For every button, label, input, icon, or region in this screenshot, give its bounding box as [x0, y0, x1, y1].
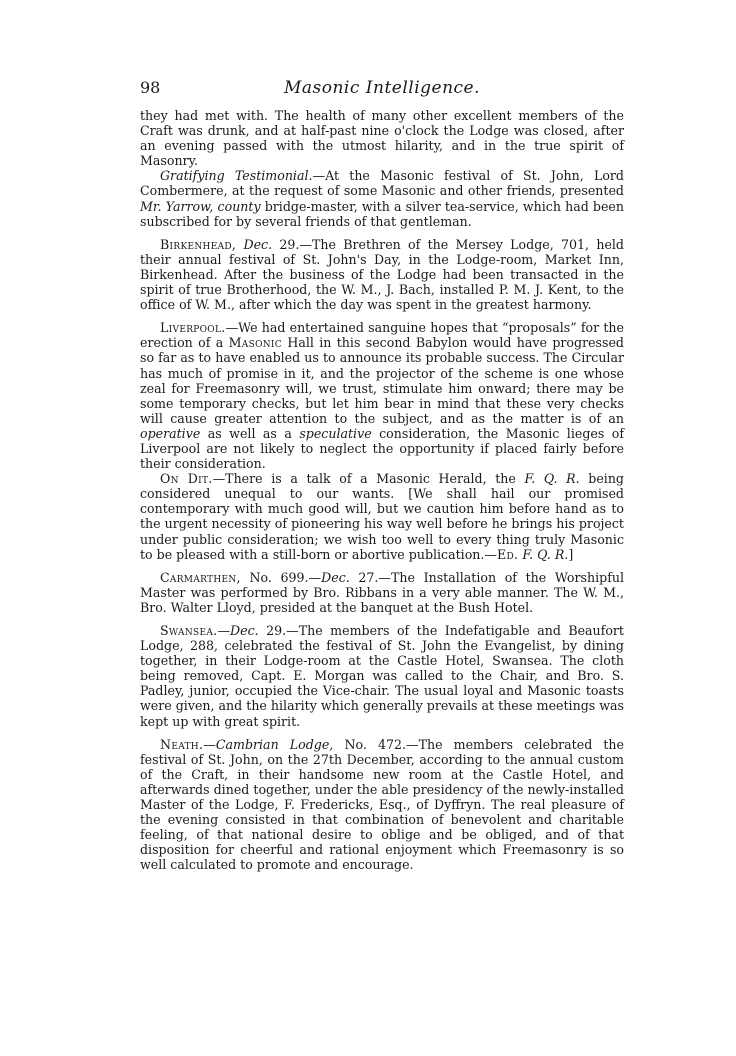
- paragraph-gratifying-testimonial: [140, 168, 624, 228]
- text-segment: Dec.: [243, 236, 273, 252]
- text-segment: they had met with. The health of many other excellent members of the Craft was drunk, and at half-past nine o'clock the Lodge was closed, after an evening passed with the utmost hilarity, and in the true spirit of Masonry.: [140, 108, 624, 169]
- text-segment: —: [203, 736, 216, 752]
- text-segment: Ed.: [497, 546, 519, 562]
- text-segment: No. 472.—The members celebrated the festival of St. John, on the 27th December, according to the annual custom of the Craft, in their handsome new room at the Castle Hotel, and afterwards dined together, under the able presidency of the newly-installed Master of the Lodge, F. Fredericks, Esq., of Dyffryn. The real pleasure of the evening consisted in that combination of benevolent and charitable feeling, of that national desire to oblige and be obliged, and of that disposition for cheerful and rational enjoyment which Freemasonry is so well calculated to promote and encourage.: [140, 736, 624, 873]
- paragraph-carmarthen: [140, 570, 624, 615]
- section-heading: Swansea.: [160, 623, 218, 638]
- text-segment: 29.—The Brethren of the Mersey Lodge, 701, held their annual festival of St. John's Day, in the Lodge-room, Market Inn, Birkenhead. After the business of the Lodge had been transacted in the spirit of true Brotherhood, the W. M., J. Bach, installed P. M. J. Kent, to the office of W. M., after which the day was spent in the greatest harmony.: [140, 236, 624, 313]
- text-segment: Masonic: [228, 335, 282, 351]
- text-segment: 27.—The Installation of the Worshipful Master was performed by Bro. Ribbans in a very able manner. The W. M., Bro. Walter Lloyd, presided at the banquet at the Bush Hotel.: [140, 569, 625, 615]
- text-segment: operative: [140, 425, 201, 441]
- page-header: [140, 78, 624, 104]
- page-number: 98: [140, 78, 161, 97]
- paragraph-birkenhead: [140, 237, 624, 312]
- paragraph-swansea: [140, 623, 624, 729]
- text-segment: F. Q. R.: [524, 471, 580, 487]
- text-segment: F. Q. R.: [522, 546, 569, 562]
- document-page: [140, 78, 624, 873]
- text-segment: being considered unequal to our wants. [We shall hail our promised contemporary with much good will, but we caution him before hand as to the urgent necessity of pioneering his way well before he brings his project under public consideration; we wish too well to every thing truly Masonic to be pleased with a still-born or abortive publication.—: [140, 471, 624, 562]
- text-segment: as well as a: [200, 425, 300, 441]
- paragraph-on-dit: [140, 471, 624, 562]
- paragraph-liverpool: [140, 320, 624, 471]
- text-segment: ]: [568, 546, 574, 562]
- text-segment: speculative: [299, 425, 372, 441]
- paragraph-neath: [140, 737, 624, 873]
- section-heading: On Dit.: [160, 471, 213, 487]
- section-heading: Carmarthen,: [160, 569, 241, 585]
- text-segment: —At the Masonic festival of St. John, Lord Combermere, at the request of some Masonic and other friends, presented: [140, 168, 624, 199]
- paragraph-continuation: [140, 108, 624, 168]
- text-segment: Hall in this second Babylon would have progressed so far as to have enabled us to announce its probable success. The Circular has much of promise in it, and the projector of the scheme is one whose zeal for Freemasonry will, we trust, stimulate him onward; there may be some temporary checks, but let him bear in mind that these very checks will cause greater attention to the subject, and as the matter is of an: [140, 335, 624, 426]
- section-heading: Neath.: [160, 736, 204, 752]
- text-segment: —We had entertained sanguine hopes that “proposals” for the erection of a: [140, 320, 624, 351]
- text-segment: Dec.: [321, 569, 350, 585]
- text-segment: —: [217, 623, 231, 638]
- text-segment: Cambrian Lodge,: [215, 736, 334, 752]
- text-segment: Dec.: [230, 623, 259, 638]
- section-heading: Birkenhead,: [160, 236, 237, 252]
- running-title: Masonic Intelligence.: [283, 78, 481, 98]
- text-segment: [236, 237, 243, 252]
- text-segment: 29.—The members of the Indefatigable and Beaufort Lodge, 288, celebrated the festival of St. John the Evangelist, by dining together, in their Lodge-room at the Castle Hotel, Swansea. The cloth being removed, Capt. E. Morgan was called to the Chair, and Bro. S. Padley, junior, occupied the Vice-chair. The usual loyal and Masonic toasts were given, and the hilarity which generally prevails at these meetings was kept up with great spirit.: [140, 623, 624, 729]
- section-heading: Liverpool.: [160, 320, 226, 336]
- text-segment: bridge-master, with a silver tea-service, which had been subscribed for by several friends of that gentleman.: [140, 198, 624, 229]
- text-segment: No. 699.—: [240, 569, 322, 585]
- text-segment: —There is a talk of a Masonic Herald, the: [212, 471, 525, 487]
- text-segment: consideration, the Masonic lieges of Liverpool are not likely to neglect the opportunity if placed fairly before their consideration.: [140, 425, 624, 472]
- section-heading: Gratifying Testimonial.: [160, 168, 313, 184]
- text-segment: Mr. Yarrow, county: [140, 198, 261, 214]
